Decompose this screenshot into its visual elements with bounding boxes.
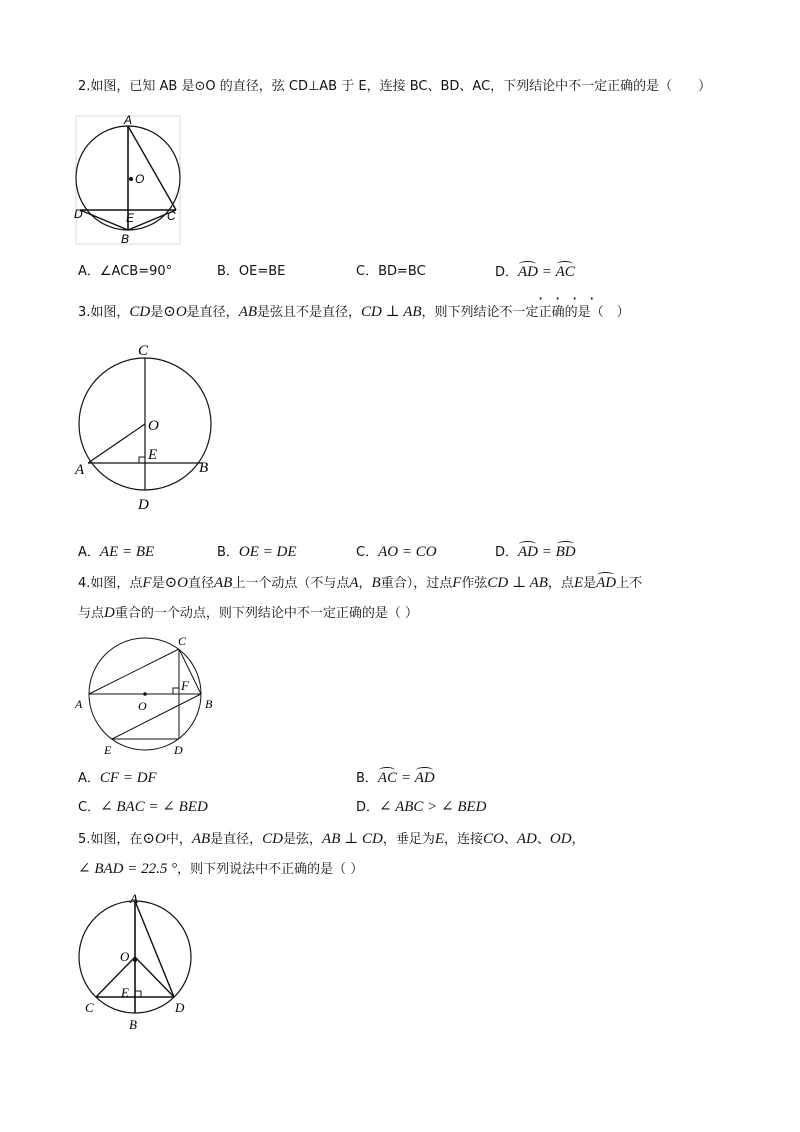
- q5-label-a: A: [130, 891, 138, 906]
- q3-emphasis-dots: ····: [538, 289, 607, 308]
- q2-segment-bd: [80, 210, 128, 230]
- q3-stem-t4: ，则下列结论: [421, 305, 500, 320]
- q5-l1-c: 是直径，: [210, 832, 263, 847]
- q3-label-o: O: [148, 418, 159, 434]
- q4-l1-f-text: 重合），过点: [380, 576, 453, 591]
- q4-label-o: O: [138, 699, 147, 713]
- q3-stem-ab: AB: [238, 304, 258, 320]
- q5-l1-co: CO: [483, 831, 504, 847]
- q5-l1-a: 5.如图，在: [78, 832, 143, 847]
- q5-center-dot: [133, 958, 137, 962]
- q5-right-angle-mark: [135, 991, 141, 997]
- q5-l1-circle-o: ⊙O: [142, 831, 166, 847]
- q4-l1-b: 是: [151, 576, 165, 591]
- q5-l1-b: 中，: [165, 832, 192, 847]
- q3-option-c-prefix: C．: [356, 545, 379, 560]
- q4-l1-ab: AB: [214, 575, 233, 591]
- q4-label-f: F: [181, 678, 189, 693]
- q4-label-b: B: [205, 697, 213, 711]
- q5-l2-b: ，则下列说法中不正确的是（ ）: [177, 862, 364, 877]
- q5-l1-sep1: 、: [503, 832, 517, 847]
- q3-option-d-equals: =: [538, 544, 556, 560]
- q5-l1-ad: AD: [516, 831, 537, 847]
- q4-l1-i: 是: [583, 576, 597, 591]
- q4-l1-d: 上一个动点（不与点: [232, 576, 350, 591]
- q4-option-d-prefix: D．: [356, 800, 380, 815]
- q3-label-a: A: [75, 462, 85, 478]
- q3-option-a-math: AE = BE: [99, 544, 155, 560]
- q4-l1-g: 作弦: [461, 576, 488, 591]
- q4-l2-point-d: D: [104, 605, 115, 621]
- q3-label-c: C: [138, 343, 149, 359]
- q3-option-d-prefix: D．: [495, 545, 519, 560]
- q4-option-a: [78, 768, 157, 789]
- q5-l1-f: ，连接: [444, 832, 484, 847]
- q4-option-b: [356, 768, 435, 789]
- q4-l2-b: 重合的一个动点，则下列结论中不一定正确的是（ ）: [114, 606, 418, 621]
- q2-label-c: C: [167, 209, 176, 223]
- q5-l1-ab: AB: [191, 831, 211, 847]
- q3-stem-t1: 是: [150, 305, 164, 320]
- q4-l1-f: F: [142, 575, 152, 591]
- q4-segment-be: [112, 694, 201, 739]
- q3-label-d: D: [138, 497, 149, 513]
- q2-option-d-arc-ac: AC: [555, 264, 575, 280]
- q4-option-b-arc-ad: AD: [414, 770, 435, 786]
- q3-option-d: [495, 542, 576, 563]
- q2-option-d: [495, 262, 575, 283]
- q2-label-a: A: [124, 113, 133, 127]
- q4-stem-line2: [78, 603, 418, 624]
- q3-stem-circle-o: ⊙O: [163, 304, 187, 320]
- q5-l1-od: OD: [549, 831, 572, 847]
- q2-segment-ac: [128, 126, 176, 210]
- q5-l2-angle: ∠ BAD = 22.5 °: [78, 861, 178, 877]
- q5-l1-e: ，垂足为: [382, 832, 435, 847]
- q5-stem-line1: [78, 829, 585, 850]
- q3-option-a: [78, 542, 154, 563]
- q4-l1-j: 上不: [616, 576, 643, 591]
- q4-l1-c: 直径: [188, 576, 215, 591]
- q5-l1-cd: CD: [262, 831, 284, 847]
- q4-l1-point-a: A: [349, 575, 359, 591]
- q3-stem-perp: CD ⊥ AB: [361, 304, 422, 320]
- q5-l1-sep2: 、: [536, 832, 550, 847]
- q4-stem-line1: [78, 573, 642, 594]
- q4-option-c-math: ∠ BAC = ∠ BED: [100, 799, 208, 815]
- q3-stem-emphasis: 不一定: [499, 305, 539, 320]
- q4-center-dot: [143, 692, 147, 696]
- q2-label-b: B: [121, 232, 130, 246]
- q3-option-b: [217, 542, 297, 563]
- q2-option-c: C．BD=BC: [356, 264, 426, 279]
- q4-segment-ac: [89, 649, 179, 694]
- q2-option-b: B．OE=BE: [217, 264, 286, 279]
- q3-figure: [72, 340, 222, 515]
- q5-label-e: E: [121, 985, 129, 1000]
- q5-segment-ad: [135, 901, 174, 997]
- q4-option-a-prefix: A．: [78, 771, 100, 786]
- q2-label-o: O: [135, 172, 145, 186]
- q5-l1-g: ，: [571, 832, 585, 847]
- q4-l1-point-e: E: [573, 575, 584, 591]
- q4-option-c: [78, 797, 208, 818]
- q4-l2-a: 与点: [78, 606, 105, 621]
- q2-label-d: D: [74, 207, 83, 221]
- q5-label-o: O: [120, 949, 130, 964]
- q5-label-b: B: [129, 1017, 137, 1032]
- q4-l1-perp: CD ⊥ AB: [487, 575, 548, 591]
- q2-option-d-prefix: D．: [495, 265, 519, 280]
- q3-label-e: E: [148, 447, 158, 463]
- q5-label-c: C: [85, 1000, 94, 1015]
- q5-l1-point-e: E: [434, 831, 444, 847]
- q3-stem: [78, 302, 630, 323]
- q4-l1-h: ，点: [547, 576, 574, 591]
- q2-option-d-equals: =: [538, 264, 556, 280]
- q2-figure: [74, 114, 184, 244]
- q2-label-e: E: [126, 211, 135, 225]
- q4-l1-arc-ad: AD: [596, 575, 617, 591]
- q3-option-d-arc-bd: BD: [555, 544, 576, 560]
- q4-l1-point-b: B: [371, 575, 381, 591]
- q4-figure: [72, 632, 222, 757]
- q4-label-c: C: [178, 634, 187, 648]
- q3-stem-number: 3.如图，: [78, 305, 130, 320]
- q4-l1-a: 4.如图，点: [78, 576, 143, 591]
- q4-option-c-prefix: C．: [78, 800, 101, 815]
- q3-stem-t3: 是弦且不是直径，: [257, 305, 362, 320]
- q4-l1-f2: F: [452, 575, 462, 591]
- q4-option-b-arc-ac: AC: [377, 770, 398, 786]
- q4-label-a: A: [75, 697, 83, 711]
- q3-label-b: B: [199, 460, 209, 476]
- q5-l1-d: 是弦，: [283, 832, 323, 847]
- q5-stem-line2: [78, 859, 363, 880]
- q3-option-a-prefix: A．: [78, 545, 100, 560]
- q2-stem: 2.如图，已知 AB 是⊙O 的直径，弦 CD⊥AB 于 E，连接 BC、BD、AC，下列结论中不一定正确的是（ ）: [78, 79, 712, 94]
- q3-radius-oa: [88, 424, 145, 463]
- q3-option-b-math: OE = DE: [238, 544, 297, 560]
- q2-center-dot: [129, 177, 133, 181]
- q2-option-d-arc-ad: AD: [518, 264, 539, 280]
- q4-label-e: E: [104, 743, 112, 757]
- q2-option-a: A．∠ACB=90°: [78, 264, 173, 279]
- q5-figure: [72, 890, 202, 1035]
- q3-stem-cd: CD: [129, 304, 151, 320]
- q5-label-d: D: [175, 1000, 185, 1015]
- q3-option-b-prefix: B．: [217, 545, 239, 560]
- q4-option-b-equals: =: [397, 770, 415, 786]
- q3-option-d-arc-ad: AD: [518, 544, 539, 560]
- q4-option-a-math: CF = DF: [99, 770, 157, 786]
- q3-stem-t5: 正确的是（ ）: [538, 305, 630, 320]
- q4-right-angle-mark: [173, 688, 179, 694]
- q4-option-d: [356, 797, 487, 818]
- q4-l1-e: ，: [358, 576, 372, 591]
- q4-option-b-prefix: B．: [356, 771, 378, 786]
- q5-l1-perp: AB ⊥ CD: [322, 831, 383, 847]
- q3-stem-t2: 是直径，: [186, 305, 239, 320]
- q4-option-d-math: ∠ ABC > ∠ BED: [379, 799, 487, 815]
- q3-option-c-math: AO = CO: [378, 544, 437, 560]
- q3-right-angle-mark: [139, 457, 145, 463]
- q4-l1-circle-o: ⊙O: [164, 575, 188, 591]
- q4-label-d: D: [174, 743, 183, 757]
- q3-option-c: [356, 542, 437, 563]
